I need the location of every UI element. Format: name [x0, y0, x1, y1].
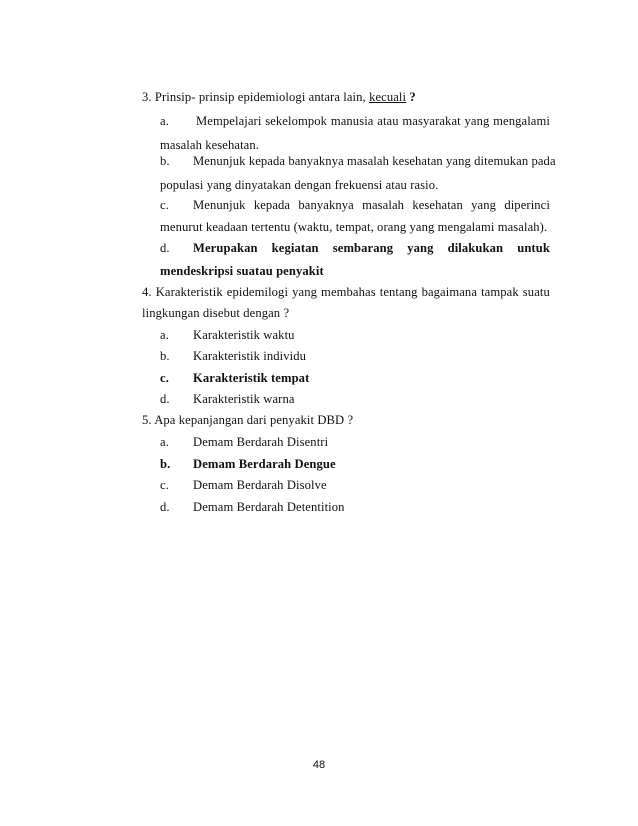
q3-option-c-line2: menurut keadaan tertentu (waktu, tempat, orang yang mengalami masalah).	[160, 220, 548, 234]
q4-option-a-text: Karakteristik waktu	[193, 328, 295, 342]
word: sekelompok	[265, 114, 328, 128]
word: kesehatan	[412, 198, 463, 212]
q3-option-d-line2: mendeskripsi suatau penyakit	[160, 264, 324, 278]
question-3-stem	[142, 89, 416, 105]
question-4-line2: lingkungan disebut dengan ?	[142, 306, 290, 320]
q5-option-d-letter: d.	[160, 500, 170, 514]
q4-option-d-text: Karakteristik warna	[193, 392, 295, 406]
q4-option-d-letter: d.	[160, 392, 170, 406]
word: membahas	[321, 285, 376, 299]
question-4-line1	[142, 284, 550, 300]
q3-option-a-letter: a.	[160, 114, 169, 128]
word: diperinci	[504, 198, 550, 212]
q4-option-b-text: Karakteristik individu	[193, 349, 307, 363]
word: manusia	[330, 114, 374, 128]
page-number: 48	[312, 759, 326, 771]
q4-option-c-letter: c.	[160, 371, 169, 385]
word: yang	[292, 285, 317, 299]
q3-option-b-line2: populasi yang dinyatakan dengan frekuensi atau rasio.	[160, 178, 439, 192]
q5-option-a-letter: a.	[160, 435, 169, 449]
word: dilakukan	[447, 241, 504, 255]
word: yang	[471, 198, 497, 212]
word: Merupakan	[193, 241, 258, 255]
question-5-line1: 5. Apa kepanjangan dari penyakit DBD ?	[142, 413, 354, 427]
word: kegiatan	[271, 241, 319, 255]
question-3-keyword: kecuali	[369, 90, 407, 104]
word: Menunjuk	[193, 198, 246, 212]
word: tentang	[379, 285, 418, 299]
q4-option-a-letter: a.	[160, 328, 169, 342]
word: tampak	[481, 285, 519, 299]
word: atau	[377, 114, 399, 128]
question-3-prefix: 3. Prinsip- prinsip epidemiologi antara lain,	[142, 90, 366, 104]
q5-option-b-letter: b.	[160, 457, 171, 471]
word: bagaimana	[421, 285, 478, 299]
word: epidemilogi	[226, 285, 289, 299]
q4-option-c-text: Karakteristik tempat	[193, 371, 310, 385]
q5-option-c-letter: c.	[160, 478, 169, 492]
q3-option-c-letter: c.	[160, 198, 169, 212]
q5-option-c-text: Demam Berdarah Disolve	[193, 478, 327, 492]
q3-option-b-letter: b.	[160, 154, 170, 168]
word: untuk	[517, 241, 550, 255]
q3-option-d-line1	[193, 240, 550, 256]
word: Karakteristik	[155, 285, 223, 299]
q5-option-d-text: Demam Berdarah Detentition	[193, 500, 345, 514]
word: masalah	[362, 198, 405, 212]
q3-option-c-line1	[193, 197, 550, 213]
q3-option-d-letter: d.	[160, 241, 170, 255]
word: mengalami	[493, 114, 550, 128]
question-3-mark: ?	[409, 90, 416, 104]
word: suatu	[522, 285, 550, 299]
q3-option-b-line1: Menunjuk kepada banyaknya masalah kesehatan yang ditemukan pada	[193, 154, 556, 168]
word: masyarakat	[402, 114, 461, 128]
q5-option-b-text: Demam Berdarah Dengue	[193, 457, 336, 471]
word: kepada	[253, 198, 291, 212]
word: Mempelajari	[196, 114, 262, 128]
word: banyaknya	[298, 198, 354, 212]
word: 4.	[142, 285, 152, 299]
q3-option-a-line1	[196, 113, 550, 129]
word: sembarang	[332, 241, 394, 255]
q3-option-a-line2: masalah kesehatan.	[160, 138, 260, 152]
q5-option-a-text: Demam Berdarah Disentri	[193, 435, 329, 449]
word: yang	[407, 241, 434, 255]
word: yang	[464, 114, 490, 128]
q4-option-b-letter: b.	[160, 349, 170, 363]
